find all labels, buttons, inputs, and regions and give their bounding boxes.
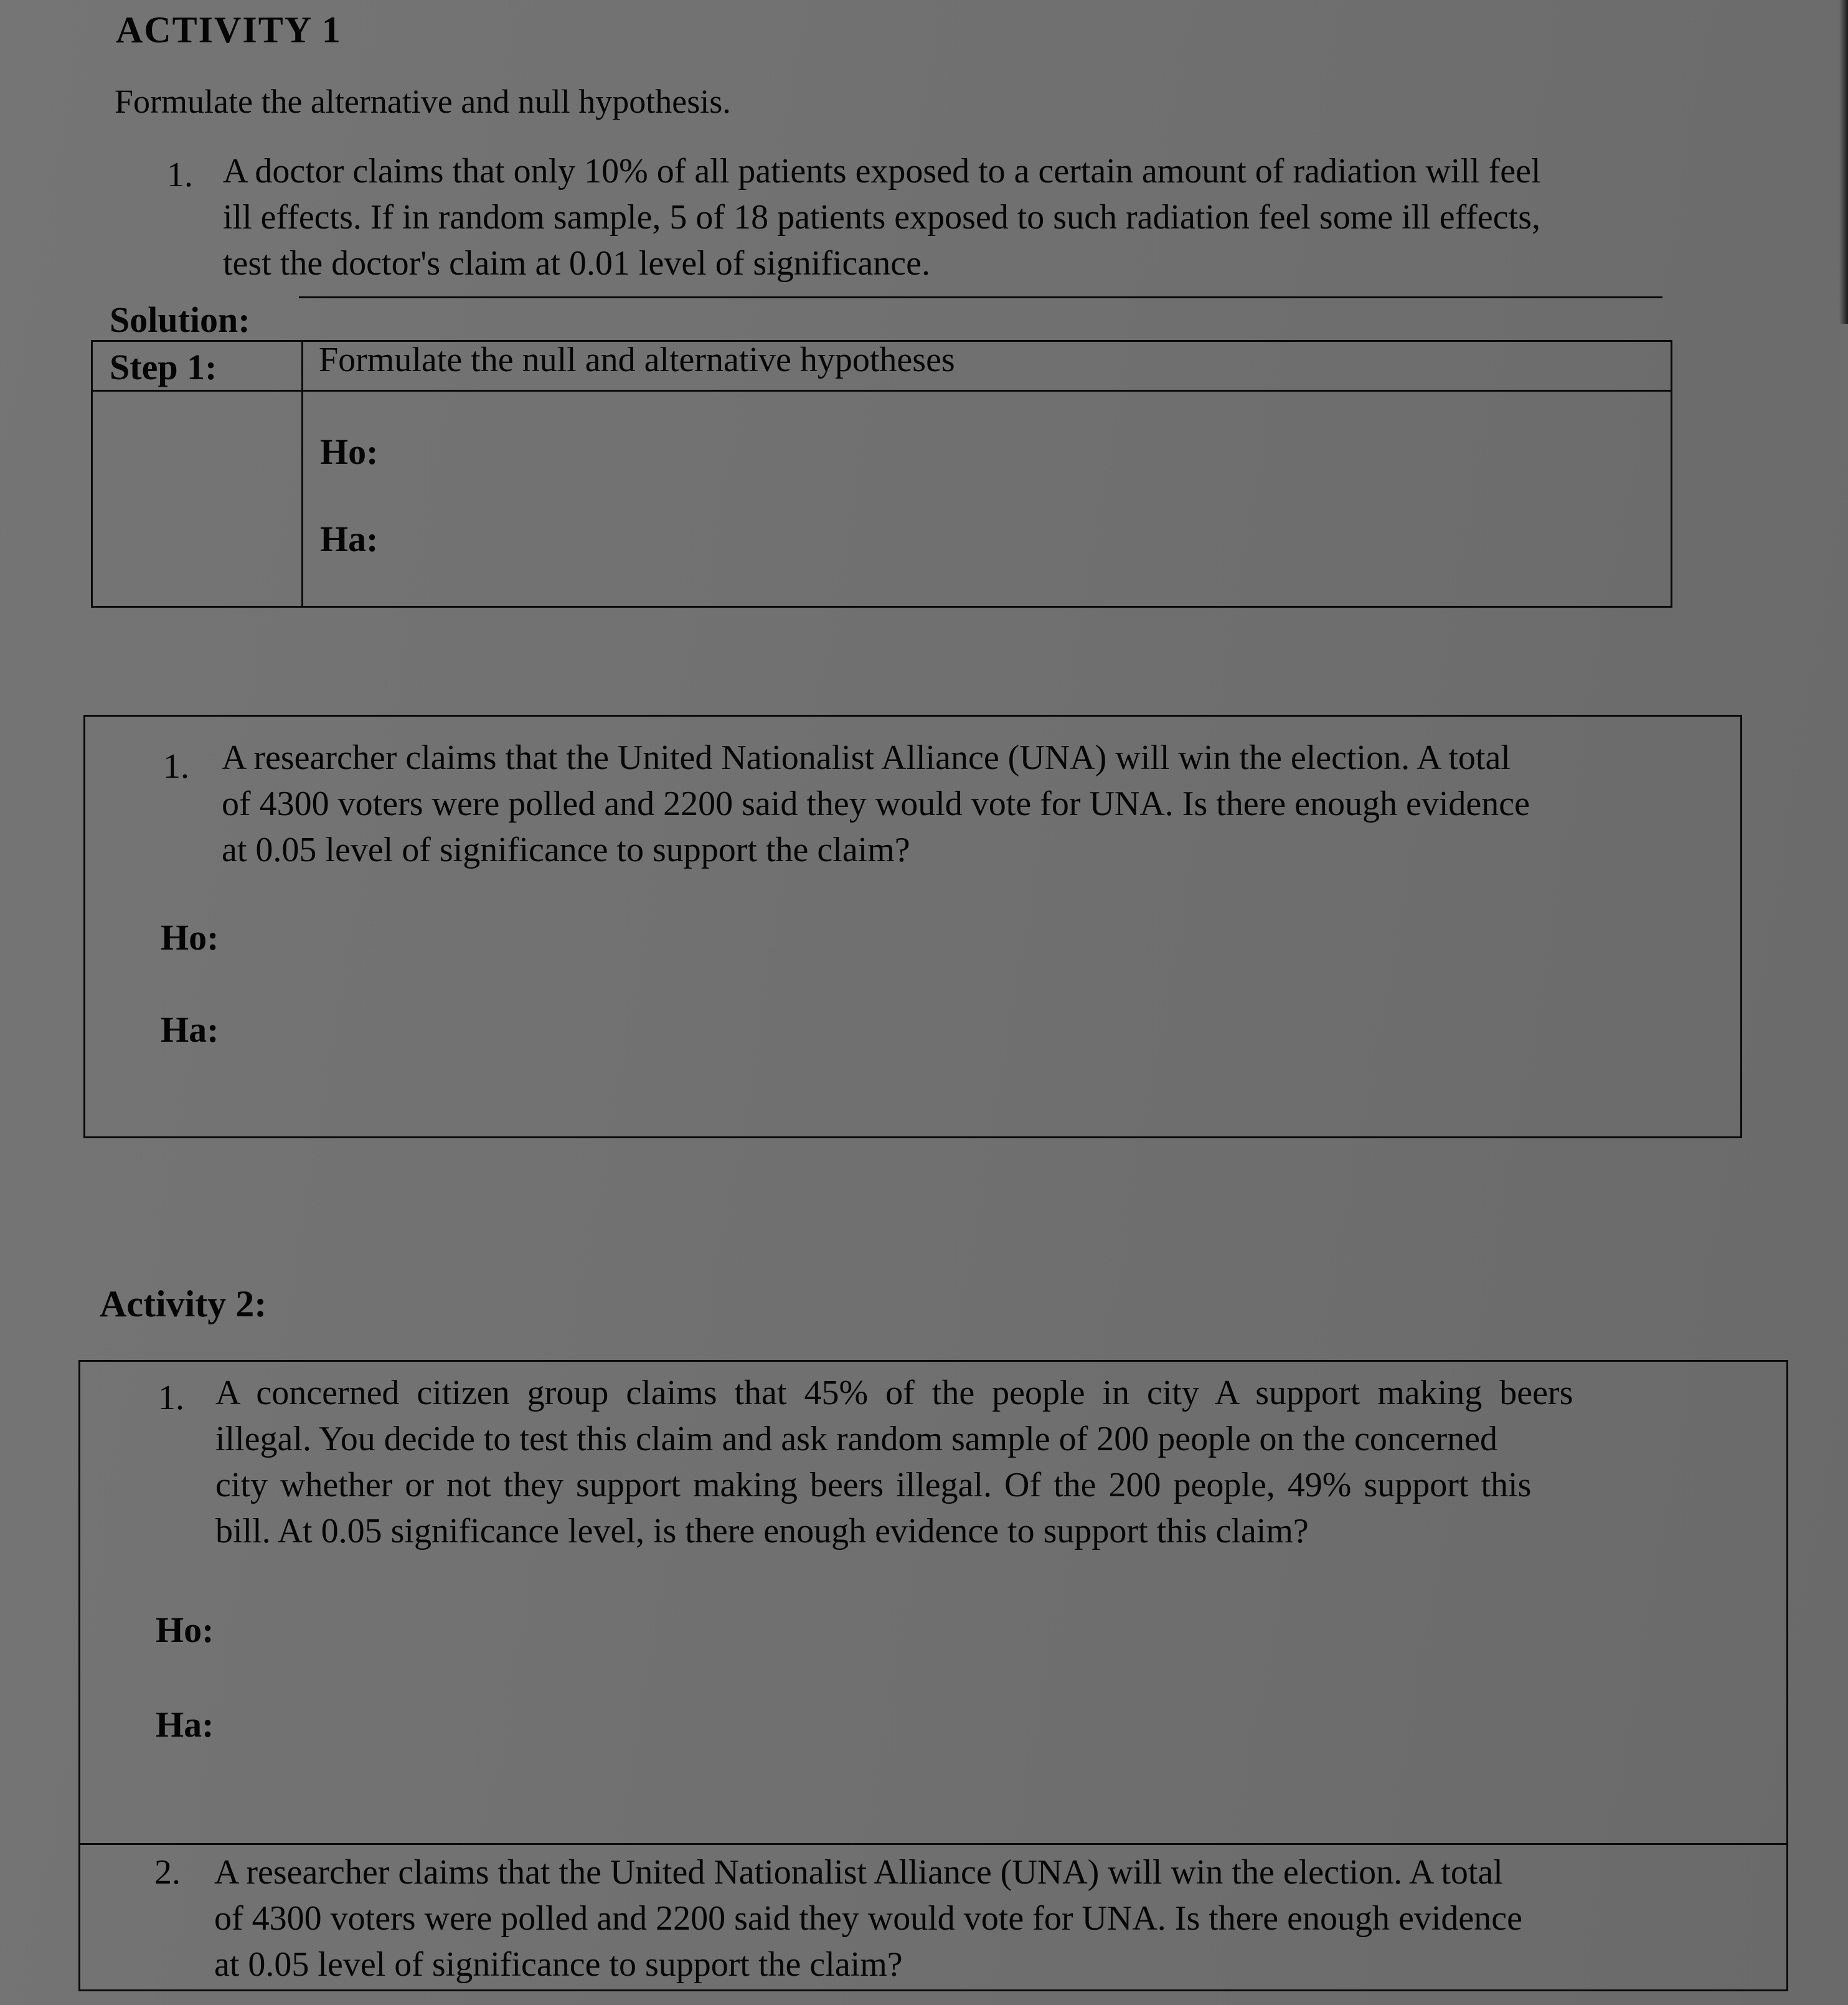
a2-q1-line: illegal. You decide to test this claim and ask random sample of 200 people on the concerned [215,1420,1498,1458]
step1-description: Formulate the null and alternative hypotheses [319,341,955,379]
solution-table [91,340,1672,608]
a1-q2-ha-label: Ha: [161,1009,219,1050]
activity1-heading: ACTIVITY 1 [116,9,342,50]
a1-q1-line: A doctor claims that only 10% of all patients exposed to a certain amount of radiation will feel [223,152,1541,191]
page-edge-shadow [1839,0,1848,324]
a1-q2-line: of 4300 voters were polled and 2200 said they would vote for UNA. Is there enough evidence [222,785,1530,823]
step1-label: Step 1: [110,347,217,387]
table-column-divider [301,340,303,608]
a2-q1-line: A concerned citizen group claims that 45% of the people in city A support making beers [215,1374,1573,1412]
a2-q2-line: of 4300 voters were polled and 2200 said they would vote for UNA. Is there enough evidence [214,1899,1522,1938]
a1-q2-ho-label: Ho: [161,917,219,958]
a2-q2-line: A researcher claims that the United Nationalist Alliance (UNA) will win the election. A total [214,1853,1503,1892]
table-header-divider [91,390,1672,392]
a1-q1-number: 1. [167,156,193,194]
table-top-line [299,296,1662,298]
a1-q1-line: test the doctor's claim at 0.01 level of significance. [223,244,930,283]
solution-label: Solution: [110,300,250,340]
a1-q2-text [222,735,1704,873]
a2-q1-line: bill. At 0.05 significance level, is there enough evidence to support this claim? [215,1512,1309,1550]
activity1-instruction: Formulate the alternative and null hypothesis. [115,83,731,120]
a1-q2-number: 1. [163,747,189,786]
a1-q2-line: at 0.05 level of significance to support the claim? [222,831,910,869]
a1-q1-text [223,148,1674,286]
a2-q1-text [215,1370,1741,1554]
a1-q1-ha-label: Ha: [320,519,379,559]
a2-q1-ho-label: Ho: [156,1610,214,1650]
a2-q1-number: 1. [158,1379,184,1417]
a1-q1-line: ill effects. If in random sample, 5 of 18 patients exposed to such radiation feel some ill effects, [223,198,1540,237]
a2-q2-number: 2. [154,1853,181,1892]
a2-q2-line: at 0.05 level of significance to support the claim? [214,1945,903,1984]
a2-q1-ha-label: Ha: [156,1704,214,1745]
a2-q1-line: city whether or not they support making beers illegal. Of the 200 people, 49% support this [215,1466,1532,1504]
a2-q2-text [214,1849,1771,1988]
activity2-heading: Activity 2: [100,1283,267,1324]
a2-question-divider [78,1843,1788,1845]
a1-q1-ho-label: Ho: [320,432,379,472]
a1-q2-line: A researcher claims that the United Nationalist Alliance (UNA) will win the election. A total [222,738,1511,777]
